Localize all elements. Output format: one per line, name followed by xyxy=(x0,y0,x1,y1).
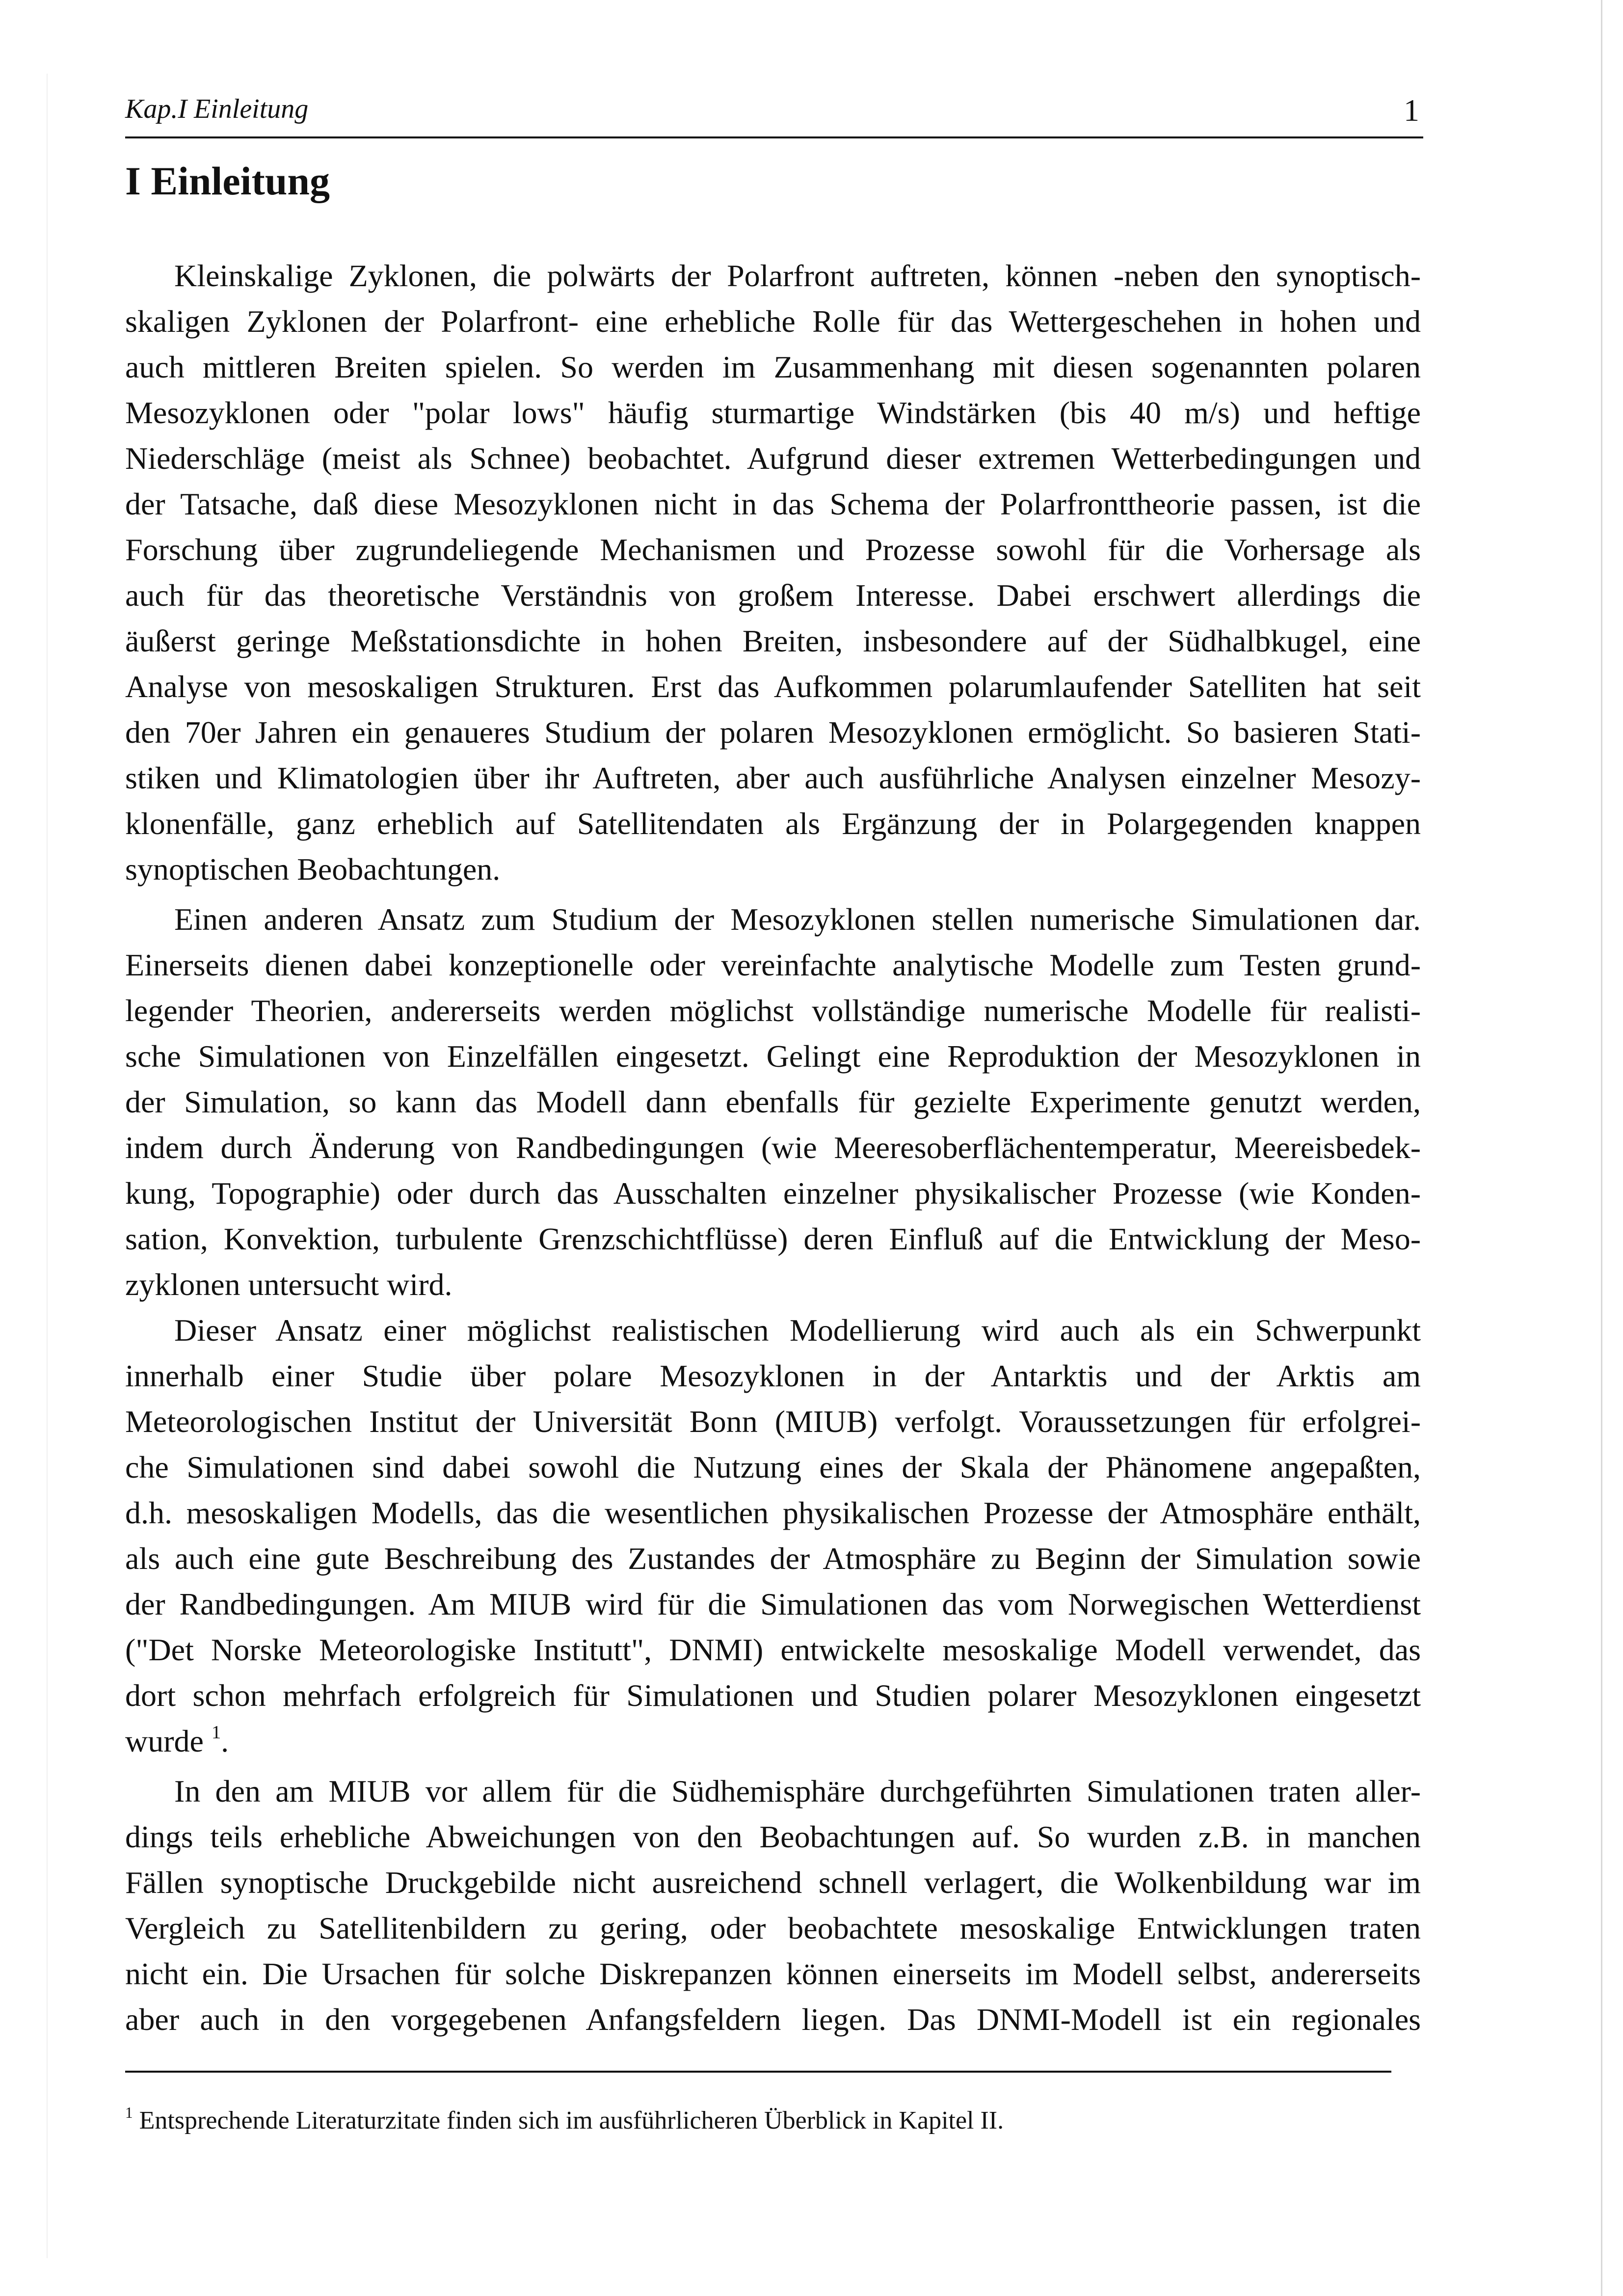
text-line: auch für das theoretische Verständnis von großem Interesse. Dabei erschwert allerdings die xyxy=(125,578,1421,613)
text-line: sche Simulationen von Einzelfällen eingesetzt. Gelingt eine Reproduktion der Mesozyklonen in xyxy=(125,1039,1421,1074)
text-line: Forschung über zugrundeliegende Mechanismen und Prozesse sowohl für die Vorhersage als xyxy=(125,532,1421,567)
text-line: dings teils erhebliche Abweichungen von den Beobachtungen auf. So wurden z.B. in manchen xyxy=(125,1819,1421,1854)
text-line: als auch eine gute Beschreibung des Zustandes der Atmosphäre zu Beginn der Simulation sowie xyxy=(125,1541,1421,1576)
scan-edge-line xyxy=(47,74,48,2258)
text-line: der Tatsache, daß diese Mesozyklonen nicht in das Schema der Polarfronttheorie passen, ist die xyxy=(125,486,1421,521)
text-line: ("Det Norske Meteorologiske Institutt", DNMI) entwickelte mesoskalige Modell verwendet, das xyxy=(125,1632,1421,1667)
text-line: Einen anderen Ansatz zum Studium der Mesozyklonen stellen numerische Simulationen dar. xyxy=(174,902,1421,937)
paragraph xyxy=(125,253,1421,892)
text-line: auch mittleren Breiten spielen. So werden im Zusammenhang mit diesen sogenannten polaren xyxy=(125,350,1421,384)
text-line: Fällen synoptische Druckgebilde nicht ausreichend schnell verlagert, die Wolkenbildung war im xyxy=(125,1865,1421,1900)
text-line: Dieser Ansatz einer möglichst realistischen Modellierung wird auch als ein Schwerpunkt xyxy=(174,1313,1421,1348)
text-line: kung, Topographie) oder durch das Ausschalten einzelner physikalischer Prozesse (wie Konden- xyxy=(125,1176,1421,1211)
text-line: klonenfälle, ganz erheblich auf Satellitendaten als Ergänzung der in Polargegenden knappen xyxy=(125,806,1421,841)
chapter-title: I Einleitung xyxy=(125,159,330,203)
text-line: In den am MIUB vor allem für die Südhemisphäre durchgeführten Simulationen traten aller- xyxy=(174,1774,1421,1809)
text-line: indem durch Änderung von Randbedingungen (wie Meeresoberflächentemperatur, Meereisbedek- xyxy=(125,1130,1421,1165)
text-line: legender Theorien, andererseits werden möglichst vollständige numerische Modelle für realisti- xyxy=(125,993,1421,1028)
text-line: zyklonen untersucht wird. xyxy=(125,1267,452,1302)
footnote-reference: 1 xyxy=(211,1722,221,1743)
text-line: Mesozyklonen oder "polar lows" häufig sturmartige Windstärken (bis 40 m/s) und heftige xyxy=(125,395,1421,430)
footnote-marker: 1 xyxy=(125,2104,133,2122)
text-line: aber auch in den vorgegebenen Anfangsfeldern liegen. Das DNMI-Modell ist ein regionales xyxy=(125,2002,1421,2037)
text-line: der Simulation, so kann das Modell dann ebenfalls für gezielte Experimente genutzt werden, xyxy=(125,1084,1421,1119)
header-rule xyxy=(125,136,1423,138)
text-line: dort schon mehrfach erfolgreich für Simulationen und Studien polarer Mesozyklonen eingesetzt xyxy=(125,1678,1421,1713)
text-line: d.h. mesoskaligen Modells, das die wesentlichen physikalischen Prozesse der Atmosphäre enthält, xyxy=(125,1495,1421,1530)
text-line: der Randbedingungen. Am MIUB wird für die Simulationen das vom Norwegischen Wetterdienst xyxy=(125,1587,1421,1621)
footnote-text: Entsprechende Literaturzitate finden sich im ausführlicheren Überblick in Kapitel II. xyxy=(139,2107,1004,2134)
paragraph xyxy=(125,896,1421,1307)
text: . xyxy=(221,1724,229,1758)
text-line: sation, Konvektion, turbulente Grenzschichtflüsse) deren Einfluß auf die Entwicklung der Meso- xyxy=(125,1221,1421,1256)
paragraph xyxy=(125,1307,1421,1764)
footnote-rule xyxy=(125,2071,1391,2073)
text-line: Meteorologischen Institut der Universität Bonn (MIUB) verfolgt. Voraussetzungen für erfolgrei- xyxy=(125,1404,1421,1439)
text-line: innerhalb einer Studie über polare Mesozyklonen in der Antarktis und der Arktis am xyxy=(125,1358,1421,1393)
text-line: Vergleich zu Satellitenbildern zu gering, oder beobachtete mesoskalige Entwicklungen traten xyxy=(125,1911,1421,1945)
page-number: 1 xyxy=(1404,93,1419,128)
text-line: den 70er Jahren ein genaueres Studium der polaren Mesozyklonen ermöglicht. So basieren Stati- xyxy=(125,715,1421,750)
text: wurde xyxy=(125,1724,212,1758)
text-line: synoptischen Beobachtungen. xyxy=(125,852,501,887)
text-line xyxy=(125,1718,1421,1764)
text-line: che Simulationen sind dabei sowohl die Nutzung eines der Skala der Phänomene angepaßten, xyxy=(125,1450,1421,1485)
paragraph xyxy=(125,1768,1421,2042)
footnote xyxy=(125,2106,1004,2135)
text-line: Niederschläge (meist als Schnee) beobachtet. Aufgrund dieser extremen Wetterbedingungen und xyxy=(125,441,1421,476)
text-line: Kleinskalige Zyklonen, die polwärts der Polarfront auftreten, können -neben den synoptisch- xyxy=(174,258,1421,293)
text-line: Einerseits dienen dabei konzeptionelle oder vereinfachte analytische Modelle zum Testen grund- xyxy=(125,947,1421,982)
text-line: stiken und Klimatologien über ihr Auftreten, aber auch ausführliche Analysen einzelner Mesozy- xyxy=(125,760,1421,795)
running-head: Kap.I Einleitung xyxy=(125,94,309,124)
text-line: nicht ein. Die Ursachen für solche Diskrepanzen können einerseits im Modell selbst, andererseits xyxy=(125,1956,1421,1991)
text-line: Analyse von mesoskaligen Strukturen. Erst das Aufkommen polarumlaufender Satelliten hat seit xyxy=(125,669,1421,704)
text-line: skaligen Zyklonen der Polarfront- eine erhebliche Rolle für das Wettergeschehen in hohen und xyxy=(125,304,1421,339)
text-line: äußerst geringe Meßstationsdichte in hohen Breiten, insbesondere auf der Südhalbkugel, eine xyxy=(125,623,1421,658)
scan-edge-line xyxy=(1601,0,1602,2296)
